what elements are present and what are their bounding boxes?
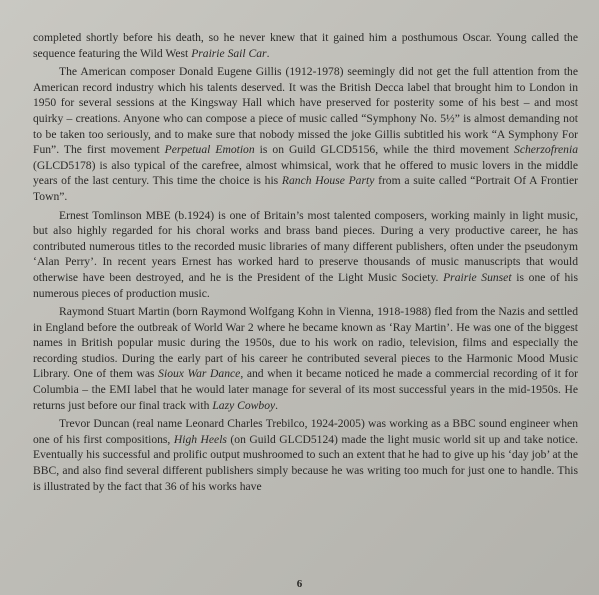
- text-run: is one of his numerous pieces of production music.: [33, 270, 578, 300]
- text-run: from a suite called “Portrait Of A Frontier Town”.: [33, 174, 578, 203]
- body-text: [33, 30, 578, 494]
- text-run: is on Guild GLCD5156, while the third movement: [254, 143, 515, 157]
- text-run: Raymond Stuart Martin (born Raymond Wolfgang Kohn in Vienna, 1918-1988) fled from the Nazis and settled in England before the outbreak of World War 2 where he became known as ‘Ray Martin’. He was one of the biggest names in British popular music during the 1950s, due to his work on radio, television, films and especially the recording studios. During the early part of his career he contributed several pieces to the Harmonic Mood Music Library. One of them was: [33, 305, 578, 381]
- italic-title: Perpetual Emotion: [164, 143, 255, 157]
- text-run: Trevor Duncan (real name Leonard Charles Trebilco, 1924-2005) was working as a BBC sound engineer when one of his first compositions,: [33, 417, 578, 446]
- italic-title: Prairie Sunset: [443, 270, 512, 284]
- paragraph: [33, 30, 578, 61]
- italic-title: Prairie Sail Car: [191, 46, 267, 60]
- paragraph: [33, 208, 578, 302]
- italic-title: Ranch House Party: [281, 174, 375, 188]
- page-number: 6: [296, 578, 303, 590]
- text-run: Ernest Tomlinson MBE (b.1924) is one of Britain’s most talented composers, working mainly in light music, but also highly regarded for his choral works and brass band pieces. During a very productive career, he has contributed numerous titles to the recorded music libraries of many different publishers, often under the pseudonym ‘Alan Perry’. In recent years Ernest has worked hard to preserve thousands of music manuscripts that would otherwise have been destroyed, and he is the President of the Light Music Society.: [33, 208, 578, 284]
- italic-title: Scherzofrenia: [514, 143, 578, 157]
- text-run: (GLCD5178) is also typical of the carefree, almost whimsical, work that he offered to music lovers in the middle years of the last century. This time the choice is his: [33, 158, 578, 188]
- italic-title: Sioux War Dance: [158, 367, 241, 381]
- paragraph: [33, 416, 578, 494]
- text-run: (on Guild GLCD5124) made the light music world sit up and take notice. Eventually his successful and prolific output mushroomed to such an extent that he had to give up his ‘day job’ at the BBC, and also find several different publishers simply because he was writing too much for just one to handle. This is illustrated by the fact that 36 of his works have: [33, 432, 578, 493]
- text-run: The American composer Donald Eugene Gillis (1912-1978) seemingly did not get the full attention from the American record industry which his talents deserved. It was the British Decca label that brought him to London in 1950 for several sessions at the Kingsway Hall which have preserved for posterity some of his best – and most quirky – creations. Anyone who can compose a piece of music called “Symphony No. 5½” is almost demanding not to be taken too seriously, and to make sure that nobody missed the joke Gillis subtitled his work “A Symphony For Fun”. The first movement: [33, 65, 578, 157]
- text-run: , and when it became noticed he made a commercial recording of it for Columbia – the EMI label that he would later manage for several of its most successful years in the mid-1950s. He returns just before our final track with: [33, 367, 578, 412]
- text-run: completed shortly before his death, so he never knew that it gained him a posthumous Oscar. Young called the sequence featuring the Wild West: [33, 31, 578, 60]
- paragraph: [33, 304, 578, 413]
- italic-title: High Heels: [173, 432, 227, 446]
- paragraph: [33, 64, 578, 204]
- text-run: .: [266, 46, 270, 60]
- text-run: .: [275, 398, 279, 412]
- italic-title: Lazy Cowboy: [212, 398, 276, 412]
